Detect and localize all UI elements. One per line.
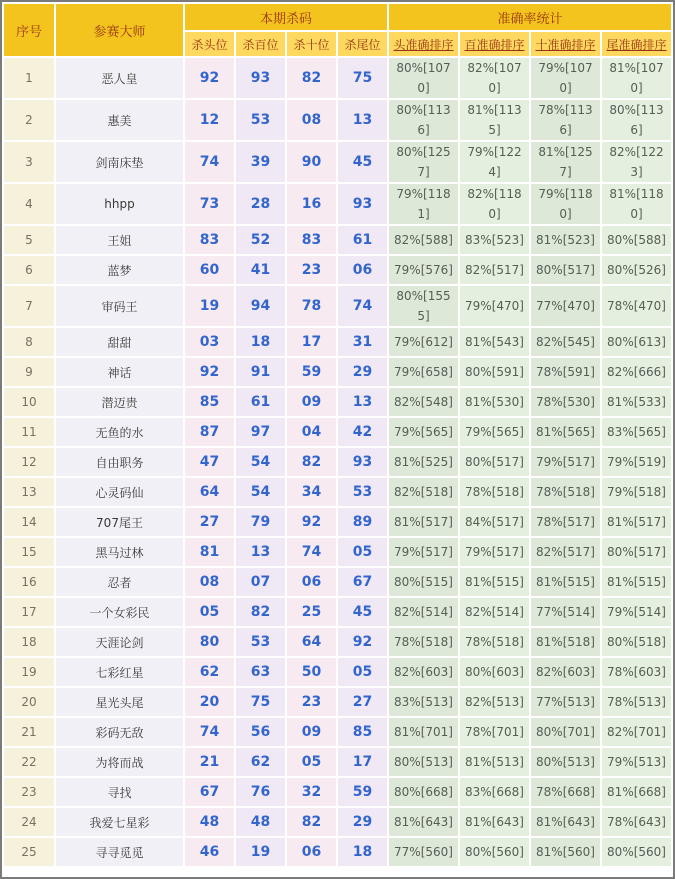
row-serial-number: 17 [4,598,54,626]
accuracy-ten-value: 82%[517] [531,538,600,566]
accuracy-hundred-value: 82%[1070] [460,58,529,98]
master-name: 为将而战 [56,748,183,776]
accuracy-hundred-value: 78%[518] [460,478,529,506]
kill-head-value: 81 [185,538,234,566]
kill-tail-value: 13 [338,100,387,140]
master-name: 审码王 [56,286,183,326]
header-master: 参赛大师 [56,4,183,56]
accuracy-head-value: 79%[576] [389,256,458,284]
kill-ten-value: 25 [287,598,336,626]
kill-head-value: 20 [185,688,234,716]
accuracy-ten-value: 77%[514] [531,598,600,626]
kill-ten-value: 08 [287,100,336,140]
kill-head-value: 64 [185,478,234,506]
kill-hundred-value: 62 [236,748,285,776]
accuracy-ten-value: 79%[1070] [531,58,600,98]
accuracy-hundred-value: 81%[530] [460,388,529,416]
accuracy-ten-value: 81%[518] [531,628,600,656]
accuracy-ten-value: 80%[517] [531,256,600,284]
master-name: 蓝梦 [56,256,183,284]
table-row [4,478,671,506]
kill-hundred-value: 18 [236,328,285,356]
table-row [4,658,671,686]
kill-tail-value: 67 [338,568,387,596]
kill-hundred-value: 28 [236,184,285,224]
accuracy-hundred-value: 80%[591] [460,358,529,386]
row-serial-number: 19 [4,658,54,686]
kill-hundred-value: 39 [236,142,285,182]
kill-ten-value: 34 [287,478,336,506]
row-serial-number: 15 [4,538,54,566]
accuracy-ten-value: 79%[517] [531,448,600,476]
accuracy-tail-value: 80%[588] [602,226,671,254]
kill-hundred-value: 54 [236,448,285,476]
accuracy-tail-value: 78%[513] [602,688,671,716]
master-name: 寻找 [56,778,183,806]
sort-link-hundred-accuracy[interactable]: 百准确排序 [464,37,525,52]
accuracy-ten-value: 78%[530] [531,388,600,416]
kill-hundred-value: 61 [236,388,285,416]
master-name: 忍者 [56,568,183,596]
sort-link-head-accuracy[interactable]: 头准确排序 [393,37,454,52]
table-row [4,388,671,416]
kill-ten-value: 82 [287,808,336,836]
kill-ten-value: 05 [287,748,336,776]
kill-hundred-value: 79 [236,508,285,536]
table-row [4,778,671,806]
kill-ten-value: 06 [287,838,336,866]
accuracy-hundred-value: 81%[543] [460,328,529,356]
kill-head-value: 92 [185,358,234,386]
header-accuracy-hundred-sort[interactable] [460,32,529,56]
kill-hundred-value: 48 [236,808,285,836]
accuracy-tail-value: 83%[565] [602,418,671,446]
kill-head-value: 87 [185,418,234,446]
master-name: 天涯论剑 [56,628,183,656]
kill-ten-value: 17 [287,328,336,356]
accuracy-hundred-value: 81%[515] [460,568,529,596]
accuracy-tail-value: 81%[1070] [602,58,671,98]
row-serial-number: 21 [4,718,54,746]
accuracy-head-value: 77%[560] [389,838,458,866]
accuracy-tail-value: 80%[526] [602,256,671,284]
row-serial-number: 20 [4,688,54,716]
accuracy-head-value: 79%[1181] [389,184,458,224]
table-row [4,568,671,596]
accuracy-tail-value: 79%[514] [602,598,671,626]
row-serial-number: 14 [4,508,54,536]
master-name: 恶人皇 [56,58,183,98]
master-name: 寻寻觅觅 [56,838,183,866]
kill-head-value: 74 [185,718,234,746]
kill-head-value: 27 [185,508,234,536]
accuracy-tail-value: 82%[666] [602,358,671,386]
accuracy-tail-value: 80%[518] [602,628,671,656]
kill-ten-value: 23 [287,688,336,716]
kill-hundred-value: 19 [236,838,285,866]
header-accuracy-head-sort[interactable] [389,32,458,56]
header-kill-tail: 杀尾位 [338,32,387,56]
kill-head-value: 48 [185,808,234,836]
master-name: 七彩红星 [56,658,183,686]
kill-tail-value: 59 [338,778,387,806]
kill-ten-value: 32 [287,778,336,806]
accuracy-head-value: 82%[518] [389,478,458,506]
accuracy-hundred-value: 80%[517] [460,448,529,476]
accuracy-head-value: 79%[658] [389,358,458,386]
kill-ten-value: 09 [287,388,336,416]
kill-head-value: 12 [185,100,234,140]
accuracy-ten-value: 81%[515] [531,568,600,596]
accuracy-head-value: 80%[668] [389,778,458,806]
table-row [4,838,671,866]
master-name: 自由职务 [56,448,183,476]
table-row [4,508,671,536]
table-row [4,256,671,284]
table-row [4,58,671,98]
accuracy-head-value: 80%[1555] [389,286,458,326]
master-name: 707尾王 [56,508,183,536]
kill-tail-value: 93 [338,184,387,224]
table-row [4,142,671,182]
kill-ten-value: 92 [287,508,336,536]
kill-tail-value: 17 [338,748,387,776]
master-name: 心灵码仙 [56,478,183,506]
header-serial: 序号 [4,4,54,56]
accuracy-tail-value: 80%[517] [602,538,671,566]
kill-tail-value: 42 [338,418,387,446]
accuracy-tail-value: 81%[517] [602,508,671,536]
accuracy-hundred-value: 79%[517] [460,538,529,566]
accuracy-head-value: 80%[513] [389,748,458,776]
header-kill-group: 本期杀码 [185,4,387,30]
sort-link-tail-accuracy[interactable]: 尾准确排序 [606,37,667,52]
master-name: 星光头尾 [56,688,183,716]
header-accuracy-group: 准确率统计 [389,4,671,30]
accuracy-head-value: 82%[588] [389,226,458,254]
kill-ten-value: 50 [287,658,336,686]
accuracy-tail-value: 79%[513] [602,748,671,776]
kill-head-value: 19 [185,286,234,326]
kill-hundred-value: 54 [236,478,285,506]
kill-head-value: 92 [185,58,234,98]
master-name: 一个女彩民 [56,598,183,626]
kill-head-value: 03 [185,328,234,356]
accuracy-ten-value: 78%[518] [531,478,600,506]
kill-tail-value: 45 [338,142,387,182]
accuracy-ten-value: 78%[1136] [531,100,600,140]
kill-hundred-value: 53 [236,628,285,656]
kill-hundred-value: 56 [236,718,285,746]
row-serial-number: 10 [4,388,54,416]
kill-tail-value: 85 [338,718,387,746]
table-row [4,286,671,326]
accuracy-hundred-value: 79%[565] [460,418,529,446]
accuracy-hundred-value: 82%[513] [460,688,529,716]
kill-hundred-value: 53 [236,100,285,140]
accuracy-head-value: 80%[1070] [389,58,458,98]
kill-ten-value: 82 [287,58,336,98]
kill-hundred-value: 13 [236,538,285,566]
row-serial-number: 11 [4,418,54,446]
accuracy-tail-value: 81%[668] [602,778,671,806]
master-name: 黑马过林 [56,538,183,566]
master-name: 甜甜 [56,328,183,356]
accuracy-head-value: 80%[1136] [389,100,458,140]
kill-tail-value: 53 [338,478,387,506]
accuracy-hundred-value: 78%[701] [460,718,529,746]
kill-tail-value: 61 [338,226,387,254]
accuracy-tail-value: 78%[470] [602,286,671,326]
row-serial-number: 25 [4,838,54,866]
kill-hundred-value: 82 [236,598,285,626]
accuracy-ten-value: 81%[643] [531,808,600,836]
accuracy-ten-value: 81%[565] [531,418,600,446]
accuracy-head-value: 82%[548] [389,388,458,416]
accuracy-head-value: 80%[515] [389,568,458,596]
accuracy-hundred-value: 84%[517] [460,508,529,536]
kill-ten-value: 82 [287,448,336,476]
row-serial-number: 7 [4,286,54,326]
accuracy-tail-value: 78%[603] [602,658,671,686]
kill-hundred-value: 91 [236,358,285,386]
table-row [4,538,671,566]
accuracy-hundred-value: 81%[643] [460,808,529,836]
accuracy-tail-value: 81%[515] [602,568,671,596]
kill-ten-value: 09 [287,718,336,746]
table-row [4,184,671,224]
accuracy-ten-value: 78%[517] [531,508,600,536]
kill-ten-value: 04 [287,418,336,446]
table-row [4,418,671,446]
accuracy-head-value: 82%[514] [389,598,458,626]
accuracy-tail-value: 82%[1223] [602,142,671,182]
kill-ten-value: 64 [287,628,336,656]
kill-tail-value: 18 [338,838,387,866]
accuracy-tail-value: 80%[613] [602,328,671,356]
row-serial-number: 23 [4,778,54,806]
master-name: 惠美 [56,100,183,140]
header-accuracy-ten-sort[interactable] [531,32,600,56]
accuracy-hundred-value: 83%[523] [460,226,529,254]
kill-head-value: 67 [185,778,234,806]
kill-hundred-value: 76 [236,778,285,806]
table-row [4,328,671,356]
header-accuracy-tail-sort[interactable] [602,32,671,56]
row-serial-number: 18 [4,628,54,656]
kill-ten-value: 16 [287,184,336,224]
accuracy-ten-value: 81%[1257] [531,142,600,182]
kill-tail-value: 45 [338,598,387,626]
accuracy-ten-value: 81%[523] [531,226,600,254]
kill-tail-value: 31 [338,328,387,356]
table-row [4,448,671,476]
accuracy-ten-value: 81%[560] [531,838,600,866]
accuracy-tail-value: 81%[533] [602,388,671,416]
accuracy-ten-value: 80%[513] [531,748,600,776]
kill-head-value: 21 [185,748,234,776]
accuracy-hundred-value: 79%[1224] [460,142,529,182]
accuracy-ten-value: 77%[470] [531,286,600,326]
accuracy-head-value: 79%[612] [389,328,458,356]
kill-tail-value: 89 [338,508,387,536]
kill-hundred-value: 94 [236,286,285,326]
accuracy-head-value: 79%[517] [389,538,458,566]
kill-ten-value: 06 [287,568,336,596]
kill-hundred-value: 97 [236,418,285,446]
kill-tail-value: 13 [338,388,387,416]
table-row [4,718,671,746]
kill-tail-value: 92 [338,628,387,656]
row-serial-number: 5 [4,226,54,254]
table-row [4,688,671,716]
header-kill-hundred: 杀百位 [236,32,285,56]
row-serial-number: 16 [4,568,54,596]
table-row [4,100,671,140]
accuracy-hundred-value: 82%[517] [460,256,529,284]
accuracy-tail-value: 80%[1136] [602,100,671,140]
kill-hundred-value: 52 [236,226,285,254]
kill-ten-value: 78 [287,286,336,326]
kill-tail-value: 29 [338,358,387,386]
accuracy-head-value: 83%[513] [389,688,458,716]
kill-ten-value: 59 [287,358,336,386]
kill-tail-value: 29 [338,808,387,836]
row-serial-number: 1 [4,58,54,98]
header-kill-head: 杀头位 [185,32,234,56]
accuracy-head-value: 80%[1257] [389,142,458,182]
accuracy-hundred-value: 83%[668] [460,778,529,806]
kill-tail-value: 06 [338,256,387,284]
kill-head-value: 62 [185,658,234,686]
kill-tail-value: 74 [338,286,387,326]
kill-tail-value: 93 [338,448,387,476]
accuracy-ten-value: 77%[513] [531,688,600,716]
kill-head-value: 46 [185,838,234,866]
kill-tail-value: 05 [338,658,387,686]
accuracy-hundred-value: 81%[513] [460,748,529,776]
kill-hundred-value: 75 [236,688,285,716]
kill-ten-value: 90 [287,142,336,182]
masters-kill-code-table [2,2,673,868]
row-serial-number: 2 [4,100,54,140]
kill-tail-value: 05 [338,538,387,566]
kill-hundred-value: 93 [236,58,285,98]
table-row [4,226,671,254]
row-serial-number: 24 [4,808,54,836]
table-row [4,628,671,656]
kill-hundred-value: 07 [236,568,285,596]
master-name: 王姐 [56,226,183,254]
table-row [4,748,671,776]
accuracy-head-value: 81%[517] [389,508,458,536]
row-serial-number: 6 [4,256,54,284]
accuracy-head-value: 81%[701] [389,718,458,746]
accuracy-ten-value: 80%[701] [531,718,600,746]
kill-tail-value: 75 [338,58,387,98]
accuracy-ten-value: 82%[545] [531,328,600,356]
accuracy-tail-value: 80%[560] [602,838,671,866]
master-name: 神话 [56,358,183,386]
accuracy-head-value: 81%[525] [389,448,458,476]
accuracy-hundred-value: 82%[514] [460,598,529,626]
table-row [4,598,671,626]
kill-head-value: 05 [185,598,234,626]
master-name: 无鱼的水 [56,418,183,446]
kill-head-value: 60 [185,256,234,284]
row-serial-number: 22 [4,748,54,776]
master-name: hhpp [56,184,183,224]
accuracy-tail-value: 78%[643] [602,808,671,836]
kill-hundred-value: 41 [236,256,285,284]
kill-ten-value: 83 [287,226,336,254]
kill-head-value: 73 [185,184,234,224]
accuracy-ten-value: 82%[603] [531,658,600,686]
accuracy-tail-value: 82%[701] [602,718,671,746]
table-row [4,808,671,836]
accuracy-hundred-value: 79%[470] [460,286,529,326]
kill-ten-value: 23 [287,256,336,284]
master-name: 我爱七星彩 [56,808,183,836]
kill-head-value: 47 [185,448,234,476]
row-serial-number: 13 [4,478,54,506]
accuracy-tail-value: 81%[1180] [602,184,671,224]
table-row [4,358,671,386]
accuracy-hundred-value: 81%[1135] [460,100,529,140]
accuracy-head-value: 81%[643] [389,808,458,836]
accuracy-head-value: 82%[603] [389,658,458,686]
row-serial-number: 8 [4,328,54,356]
accuracy-ten-value: 78%[591] [531,358,600,386]
kill-head-value: 08 [185,568,234,596]
row-serial-number: 3 [4,142,54,182]
master-name: 潜迈贵 [56,388,183,416]
kill-head-value: 74 [185,142,234,182]
accuracy-ten-value: 78%[668] [531,778,600,806]
accuracy-tail-value: 79%[518] [602,478,671,506]
accuracy-tail-value: 79%[519] [602,448,671,476]
row-serial-number: 12 [4,448,54,476]
kill-head-value: 83 [185,226,234,254]
master-name: 彩码无敌 [56,718,183,746]
accuracy-hundred-value: 80%[603] [460,658,529,686]
row-serial-number: 4 [4,184,54,224]
accuracy-head-value: 79%[565] [389,418,458,446]
kill-tail-value: 27 [338,688,387,716]
kill-hundred-value: 63 [236,658,285,686]
kill-head-value: 80 [185,628,234,656]
accuracy-hundred-value: 82%[1180] [460,184,529,224]
accuracy-hundred-value: 80%[560] [460,838,529,866]
master-name: 剑南床垫 [56,142,183,182]
sort-link-ten-accuracy[interactable]: 十准确排序 [535,37,596,52]
kill-head-value: 85 [185,388,234,416]
table-body [4,58,671,866]
accuracy-hundred-value: 78%[518] [460,628,529,656]
accuracy-head-value: 78%[518] [389,628,458,656]
accuracy-ten-value: 79%[1180] [531,184,600,224]
table-header [4,4,671,56]
row-serial-number: 9 [4,358,54,386]
header-kill-ten: 杀十位 [287,32,336,56]
kill-ten-value: 74 [287,538,336,566]
